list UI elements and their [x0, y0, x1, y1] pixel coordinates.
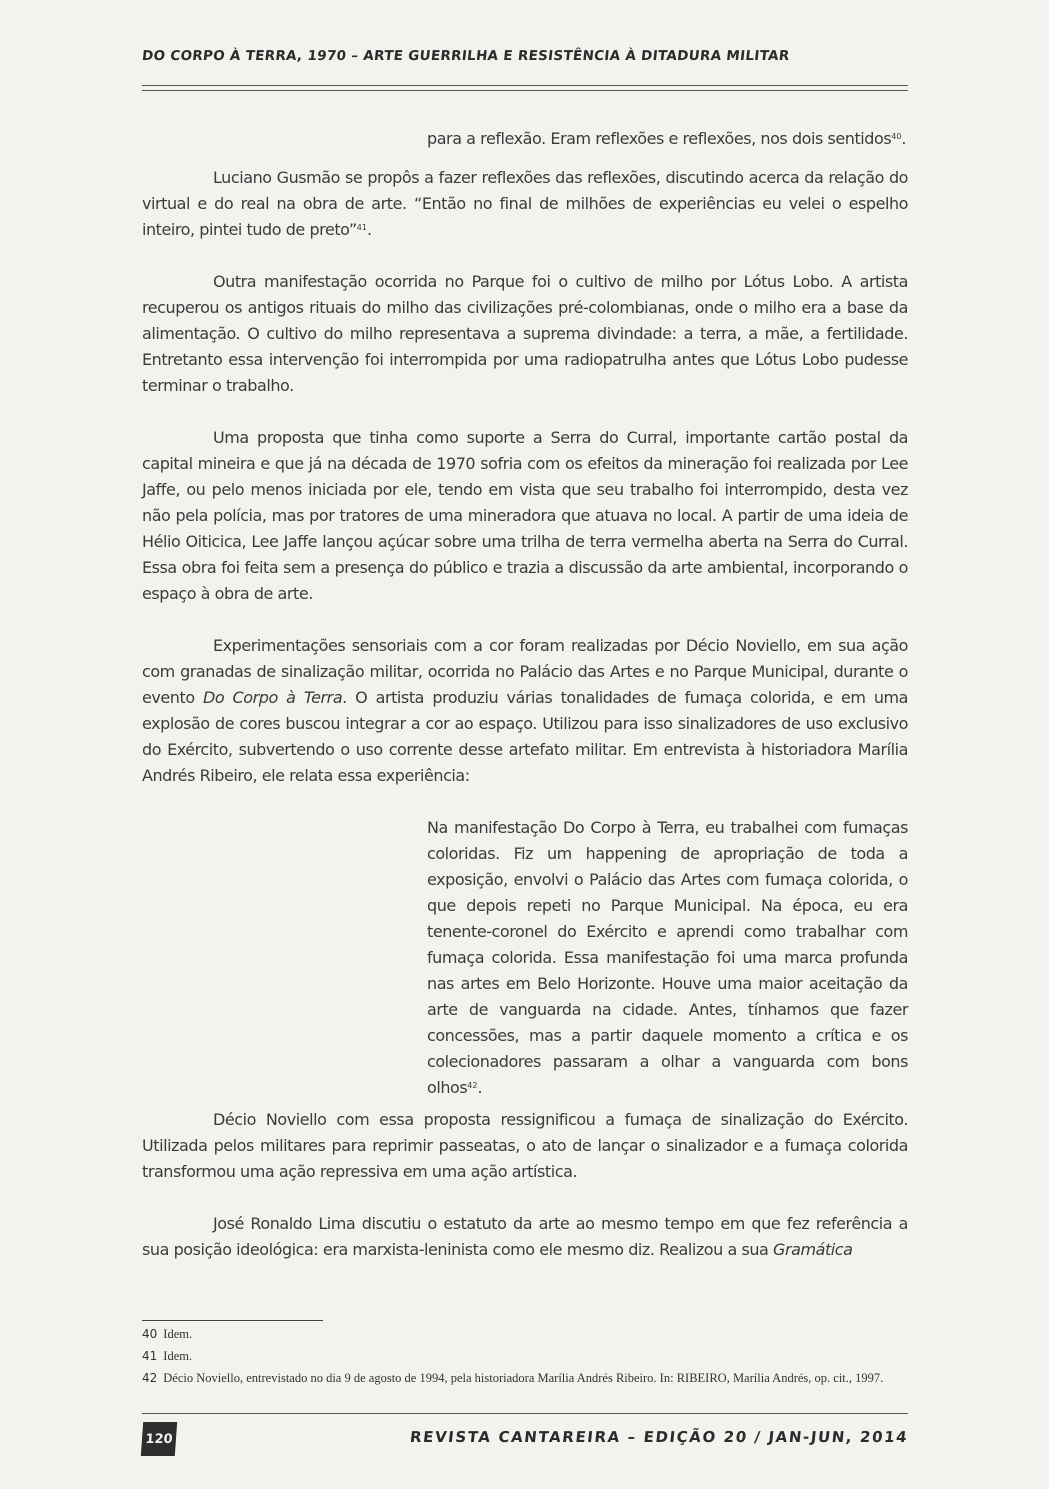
footer-rule	[142, 1413, 908, 1414]
paragraph: Luciano Gusmão se propôs a fazer reflexões das reflexões, discutindo acerca da relação do virtual e do real na obra de arte. “Então no final de milhões de experiências eu velei o espelho inteiro, pintei tudo de preto”$^{41}$.	[142, 168, 908, 239]
paragraph	[142, 633, 908, 789]
block-quote-text: Na manifestação Do Corpo à Terra, eu trabalhei com fumaças coloridas. Fiz um happening de apropriação de toda a exposição, envolvi o Palácio das Artes com fumaça colorida, o que depois repeti no Parque Municipal. Na época, eu era tenente-coronel do Exército e aprendi como trabalhar com fumaça colorida. Essa manifestação foi uma marca profunda nas artes em Belo Horizonte. Houve uma maior aceitação da arte de vanguarda na cidade. Antes, tínhamos que fazer concessões, mas a partir daquele momento a crítica e os colecionadores passaram a olhar a vanguarda com bons olhos	[427, 818, 908, 1097]
footnote-text: Idem.	[163, 1349, 193, 1363]
footnote	[142, 1370, 908, 1386]
footnote-ref[interactable]: 41	[356, 223, 367, 232]
block-quote-continued: para a reflexão. Eram reflexões e reflexões, nos dois sentidos$^{40}$.	[427, 129, 907, 148]
paragraph	[142, 1211, 908, 1263]
footnote-number: 41	[142, 1349, 158, 1363]
paragraph-text: José Ronaldo Lima discutiu o estatuto da arte ao mesmo tempo em que fez referência a sua posição ideológica: era marxista-leninista como ele mesmo diz. Realizou a sua	[142, 1214, 908, 1259]
running-title: DO CORPO À TERRA, 1970 – ARTE GUERRILHA E RESISTÊNCIA À DITADURA MILITAR	[141, 48, 791, 64]
paragraph-text: Experimentações sensoriais com a cor foram realizadas por Décio Noviello, em sua ação com granadas de sinalização militar, ocorrida no Palácio das Artes e no Parque Municipal, durante o evento	[142, 636, 908, 707]
header-rule-bottom	[142, 90, 908, 91]
footnote	[142, 1348, 908, 1364]
journal-title: REVISTA CANTAREIRA – EDIÇÃO 20 / JAN-JUN, 2014	[408, 1428, 909, 1446]
paragraph: Décio Noviello com essa proposta ressignificou a fumaça de sinalização do Exército. Utilizada pelos militares para reprimir passeatas, o ato de lançar o sinalizador e a fumaça colorida transformou uma ação repressiva em uma ação artística.	[142, 1110, 908, 1181]
footnote	[142, 1326, 908, 1342]
paragraph-text: Luciano Gusmão se propôs a fazer reflexões das reflexões, discutindo acerca da relação do virtual e do real na obra de arte. “Então no final de milhões de experiências eu velei o espelho inteiro, pintei tudo de preto”	[142, 168, 908, 239]
page-number: 120	[141, 1422, 177, 1456]
event-title: Do Corpo à Terra	[203, 688, 343, 707]
main-text	[142, 126, 908, 1263]
footnote-ref[interactable]: 40	[891, 132, 902, 141]
footnote-text: Idem.	[163, 1327, 193, 1341]
footnote-number: 42	[142, 1371, 158, 1385]
footnotes	[142, 1326, 908, 1386]
header-rule-top	[142, 85, 908, 86]
block-quote-text: para a reflexão. Eram reflexões e reflexões, nos dois sentidos	[427, 129, 892, 148]
paragraph-text: . O artista produziu várias tonalidades de fumaça colorida, e em uma explosão de cores buscou integrar a cor ao espaço. Utilizou para isso sinalizadores de uso exclusivo do Exército, subvertendo o uso corrente desse artefato militar. Em entrevista à historiadora Marília Andrés Ribeiro, ele relata essa experiência:	[142, 688, 908, 785]
work-title: Gramática	[773, 1240, 853, 1259]
footnote-text: Décio Noviello, entrevistado no dia 9 de agosto de 1994, pela historiadora Marília Andrés Ribeiro. In: RIBEIRO, Marília Andrés, op. cit., 1997.	[163, 1371, 884, 1385]
footnote-rule	[142, 1320, 323, 1321]
footnote-ref[interactable]: 42	[467, 1081, 478, 1090]
paragraph: Outra manifestação ocorrida no Parque foi o cultivo de milho por Lótus Lobo. A artista recuperou os antigos rituais do milho das civilizações pré-colombianas, onde o milho era a base da alimentação. O cultivo do milho representava a suprema divindade: a terra, a mãe, a fertilidade. Entretanto essa intervenção foi interrompida por uma radiopatrulha antes que Lótus Lobo pudesse terminar o trabalho.	[142, 272, 908, 395]
paragraph: Uma proposta que tinha como suporte a Serra do Curral, importante cartão postal da capital mineira e que já na década de 1970 sofria com os efeitos da mineração foi realizada por Lee Jaffe, ou pelo menos iniciada por ele, tendo em vista que seu trabalho foi interrompido, desta vez não pela polícia, mas por tratores de uma mineradora que atuava no local. A partir de uma ideia de Hélio Oiticica, Lee Jaffe lançou açúcar sobre uma trilha de terra vermelha aberta na Serra do Curral. Essa obra foi feita sem a presença do público e trazia a discussão da arte ambiental, incorporando o espaço à obra de arte.	[142, 428, 908, 603]
footnote-number: 40	[142, 1327, 158, 1341]
block-quote: Na manifestação Do Corpo à Terra, eu trabalhei com fumaças coloridas. Fiz um happening de apropriação de toda a exposição, envolvi o Palácio das Artes com fumaça colorida, o que depois repeti no Parque Municipal. Na época, eu era tenente-coronel do Exército e aprendi como trabalhar com fumaça colorida. Essa manifestação foi uma marca profunda nas artes em Belo Horizonte. Houve uma maior aceitação da arte de vanguarda na cidade. Antes, tínhamos que fazer concessões, mas a partir daquele momento a crítica e os colecionadores passaram a olhar a vanguarda com bons olhos$^{42}$.	[427, 818, 908, 1097]
